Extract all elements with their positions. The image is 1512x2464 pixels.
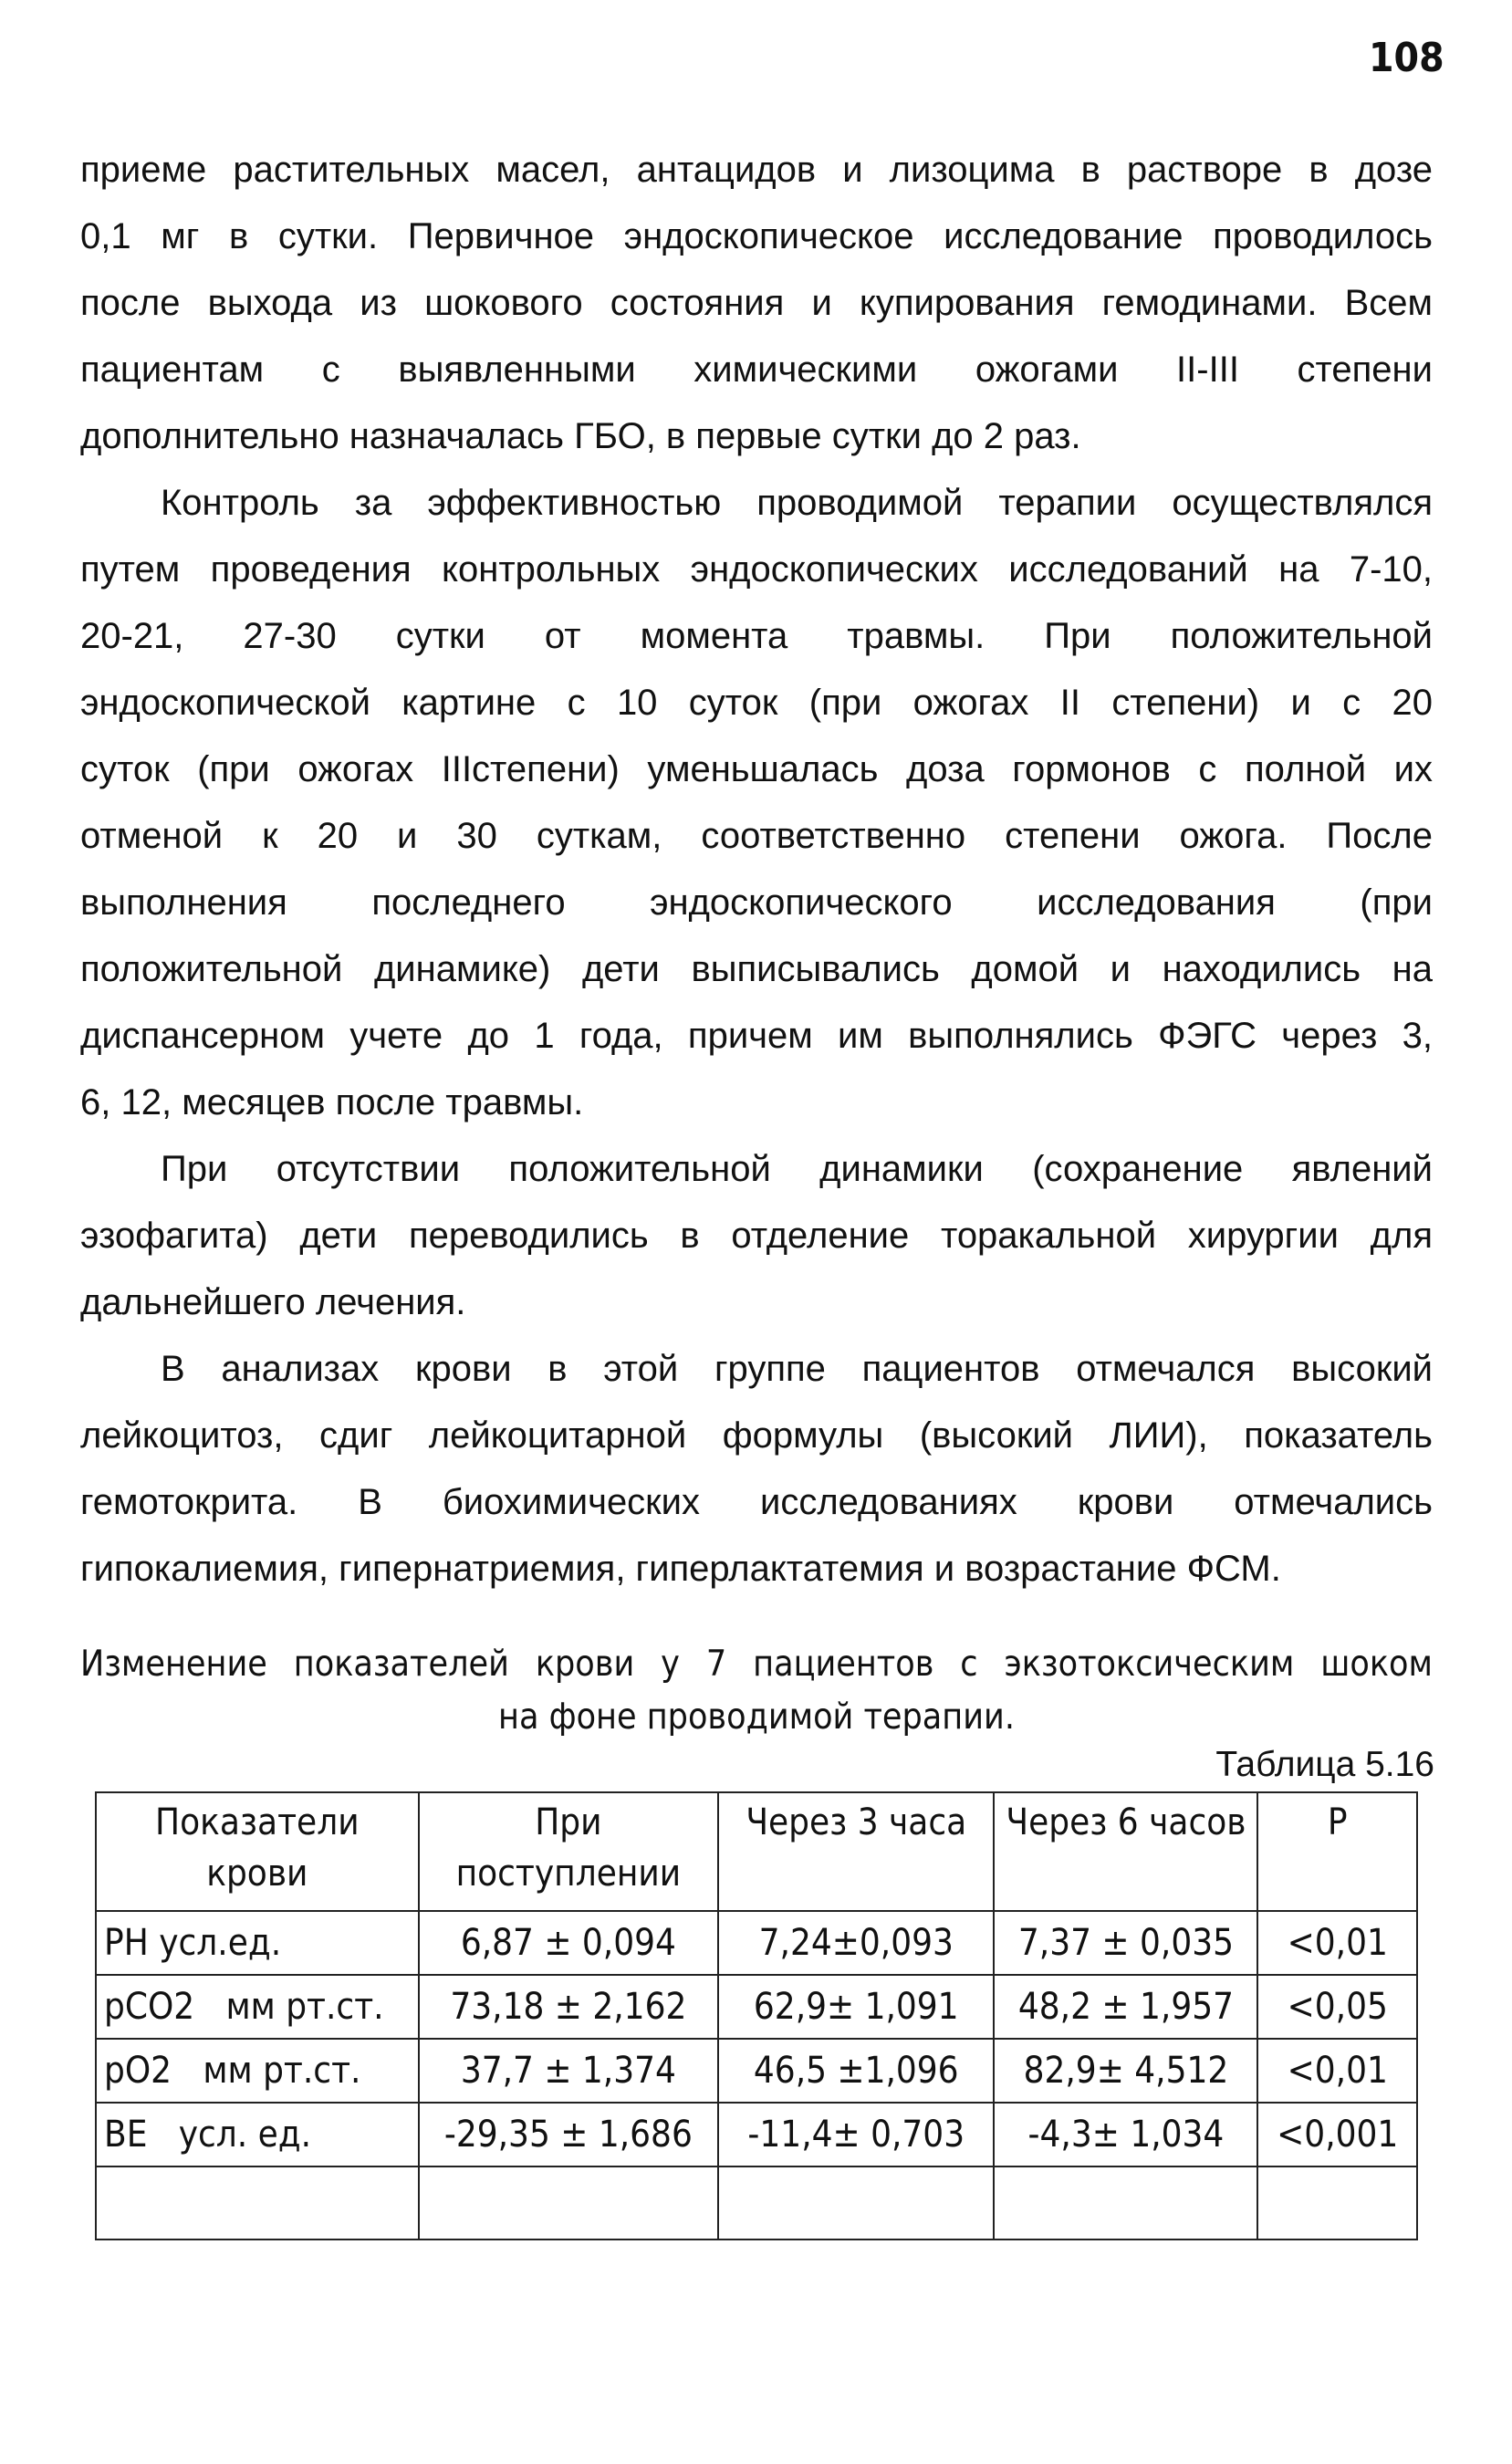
table-header-cell: Показатели крови [96,1792,419,1911]
text-line: эндоскопической картине с 10 суток (при ожогах II степени) и с 20 [80,683,1433,723]
table-cell: 82,9± 4,512 [994,2039,1257,2103]
table-header-row [96,1792,1417,1911]
text-line: положительной динамике) дети выписывались домой и находились на [80,949,1433,989]
body-text [80,137,1433,1603]
table-number-label: Таблица 5.16 [1215,1745,1434,1784]
table-row [96,2039,1417,2103]
table-cell: pO2 мм рт.ст. [96,2039,419,2103]
table-cell: BE усл. ед. [96,2103,419,2166]
paragraph-1 [80,137,1433,470]
table-row [96,1975,1417,2039]
table-header-cell: Через 6 часов [994,1792,1257,1911]
table-cell: <0,001 [1257,2103,1417,2166]
table-cell: -11,4± 0,703 [718,2103,994,2166]
table-cell: -4,3± 1,034 [994,2103,1257,2166]
paragraph-4 [80,1336,1433,1603]
table-cell: 7,37 ± 0,035 [994,1911,1257,1975]
table-caption-line: на фоне проводимой терапии. [498,1697,1015,1738]
table-cell: 37,7 ± 1,374 [419,2039,718,2103]
table-cell: -29,35 ± 1,686 [419,2103,718,2166]
table-row [96,2103,1417,2166]
text-line: выполнения последнего эндоскопического исследования (при [80,882,1433,923]
text-line: эзофагита) дети переводились в отделение торакальной хирургии для [80,1216,1433,1256]
table-cell: <0,05 [1257,1975,1417,2039]
table-cell: 48,2 ± 1,957 [994,1975,1257,2039]
table-cell: 46,5 ±1,096 [718,2039,994,2103]
table-header-cell: P [1257,1792,1417,1911]
text-line: гемотокрита. В биохимических исследованиях крови отмечались [80,1482,1433,1522]
table-cell [718,2166,994,2240]
text-line: 20-21, 27-30 сутки от момента травмы. При положительной [80,616,1433,656]
text-line: дальнейшего лечения. [80,1282,466,1322]
table-cell [1257,2166,1417,2240]
text-line: 0,1 мг в сутки. Первичное эндоскопическое исследование проводилось [80,216,1433,256]
text-line: после выхода из шокового состояния и купирования гемодинами. Всем [80,283,1433,323]
paragraph-3 [80,1136,1433,1336]
text-line: 6, 12, месяцев после травмы. [80,1082,584,1122]
table-cell: <0,01 [1257,2039,1417,2103]
text-line: отменой к 20 и 30 суткам, соответственно степени ожога. После [80,816,1433,856]
table-header-cell: Через 3 часа [718,1792,994,1911]
table-empty-row [96,2166,1417,2240]
table-cell: <0,01 [1257,1911,1417,1975]
text-line: лейкоцитоз, сдиг лейкоцитарной формулы (высокий ЛИИ), показатель [80,1415,1433,1456]
blood-indicators-table [95,1791,1418,2240]
text-line: суток (при ожогах IIIстепени) уменьшалась доза гормонов с полной их [80,749,1433,789]
table-row [96,1911,1417,1975]
page-number: 108 [1369,35,1444,81]
text-line: путем проведения контрольных эндоскопических исследований на 7-10, [80,549,1433,590]
text-line: При отсутствии положительной динамики (сохранение явлений [161,1149,1433,1189]
table-cell: 6,87 ± 0,094 [419,1911,718,1975]
text-line: В анализах крови в этой группе пациентов отмечался высокий [161,1349,1433,1389]
text-line: Контроль за эффективностью проводимой терапии осуществлялся [161,483,1433,523]
text-line: приеме растительных масел, антацидов и лизоцима в растворе в дозе [80,150,1433,190]
table-caption-line: Изменение показателей крови у 7 пациентов с экзотоксическим шоком [80,1644,1433,1685]
table-cell [994,2166,1257,2240]
table-cell: 7,24±0,093 [718,1911,994,1975]
text-line: гипокалиемия, гипернатриемия, гиперлактатемия и возрастание ФСМ. [80,1549,1281,1589]
table-cell: PH усл.ед. [96,1911,419,1975]
text-line: дополнительно назначалась ГБО, в первые сутки до 2 раз. [80,416,1081,456]
table-cell: pCO2 мм рт.ст. [96,1975,419,2039]
text-line: диспансерном учете до 1 года, причем им выполнялись ФЭГС через 3, [80,1016,1433,1056]
text-line: пациентам с выявленными химическими ожогами II-III степени [80,350,1433,390]
table-cell [419,2166,718,2240]
paragraph-2 [80,470,1433,1136]
table-header-cell: При поступлении [419,1792,718,1911]
table-caption [80,1638,1433,1744]
table-cell: 73,18 ± 2,162 [419,1975,718,2039]
table-cell: 62,9± 1,091 [718,1975,994,2039]
table-cell [96,2166,419,2240]
